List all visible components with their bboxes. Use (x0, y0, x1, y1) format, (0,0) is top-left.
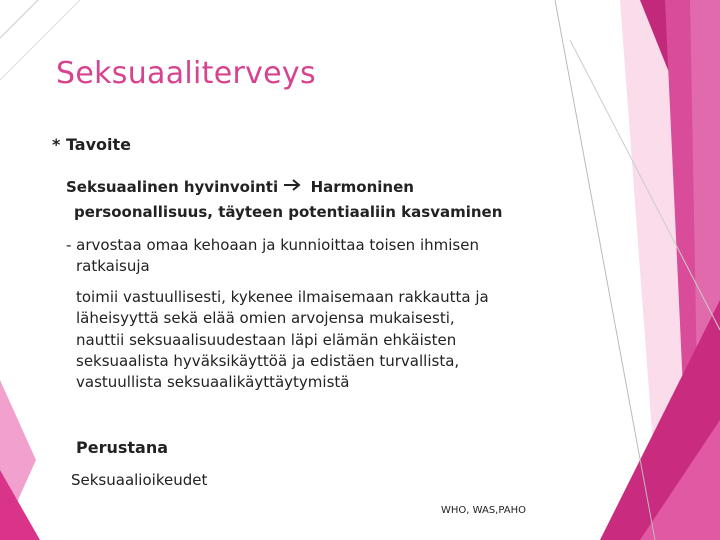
respect-line-2: ratkaisuja (76, 257, 150, 275)
responsible-line: seksuaalista hyväksikäyttöä ja edistäen turvallista, (76, 352, 460, 370)
responsible-line: läheisyyttä sekä elää omien arvojensa mukaisesti, (76, 309, 455, 327)
source-credit: WHO, WAS,PAHO (441, 505, 526, 516)
basis-heading: Perustana (76, 438, 169, 457)
respect-line-1: - arvostaa omaa kehoaan ja kunnioittaa toisen ihmisen (66, 236, 479, 254)
basis-item: Seksuaalioikeudet (71, 471, 208, 489)
corner-line (0, 0, 38, 38)
responsible-line: toimii vastuullisesti, kykenee ilmaisemaan rakkautta ja (76, 288, 489, 306)
wellbeing-line-1 (66, 177, 414, 198)
wellbeing-line-2: persoonallisuus, täyteen potentiaaliin kasvaminen (74, 203, 503, 221)
goal-heading: * Tavoite (52, 135, 131, 154)
wellbeing-text-a: Seksuaalinen hyvinvointi (66, 178, 279, 196)
right-arrow-icon (283, 177, 305, 198)
slide-title: Seksuaaliterveys (56, 56, 316, 91)
responsible-line: vastuullista seksuaalikäyttäytymistä (76, 373, 350, 391)
wellbeing-text-b: Harmoninen (310, 178, 414, 196)
responsible-line: nauttii seksuaalisuudestaan läpi elämän ehkäisten (76, 331, 457, 349)
